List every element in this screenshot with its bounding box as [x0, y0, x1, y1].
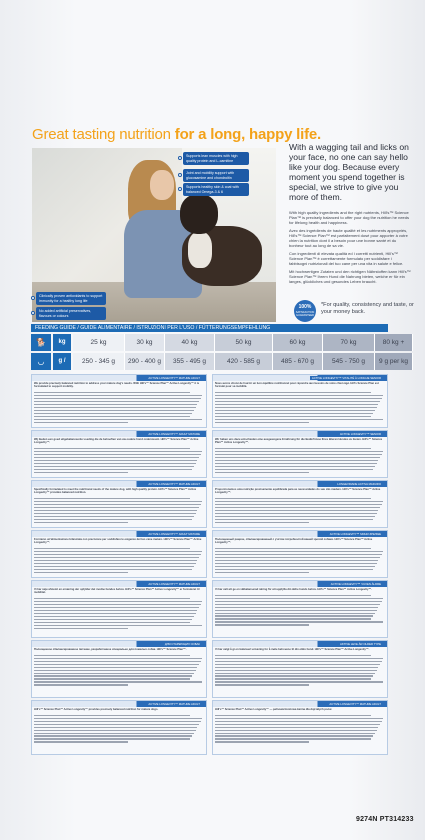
block-label: ACTIVE LONGEVITY™ MATURE ADULT [148, 702, 200, 706]
block-fine-print [213, 445, 387, 475]
dog-icon: 🐕 [31, 334, 51, 351]
block-label: ACTIVE LONGEVITY™ MATURE ADULT [148, 582, 200, 586]
block-intro: Полноценный рацион, сбалансированный с учётом потребностей вашей зрелой собаки. Hill's™ Science Plan™ Active Longevity™. [215, 538, 373, 545]
weight-cell-3: 50 kg [215, 334, 273, 351]
block-intro: Nous avons choisi de fournir un bon équilibre nutritionnel pour répondre aux besoins de votre chien âgé. Hill's Science Plan est formulé pour sa mobilité. [215, 382, 379, 389]
text-block-7 [212, 530, 388, 578]
amount-cell-0: 250 - 345 g [73, 353, 125, 370]
callout-antioxidants: Clinically proven antioxidants to support immunity for a healthy long life [36, 292, 106, 305]
weight-cell-0: 25 kg [73, 334, 125, 351]
guarantee-seal-icon: 100% SATISFACTION GUARANTEED [294, 300, 316, 322]
feeding-guide-title: FEEDING GUIDE / GUIDE ALIMENTAIRE / ISTRUZIONI PER L'USO / FÜTTERUNGSEMPFEHLUNG [31, 324, 388, 332]
block-label: ACTIVE LONGEVITY™ ADULT MATURE [148, 532, 200, 536]
block-fine-print [213, 652, 387, 688]
text-block-13 [212, 700, 388, 755]
text-block-2 [31, 430, 207, 478]
block-fine-print [32, 545, 206, 575]
block-label: ACTIVE LONGEVITY™ MATURE ADULT [148, 376, 200, 380]
callout-skin-coat: Supports healthy skin & coat with balanced Omega-3 & 6 [183, 183, 249, 196]
block-label: ACTIVE LONGEVITY™ MATURE ADULT [148, 482, 200, 486]
intro-multilingual: With high quality ingredients and the right nutrients, Hill's™ Science Plan™ is precisely balanced to offer your dog the nutrition he needs for lifelong health and happiness. Avec des ingrédients de haute qualité et les nutriments appropriés, Hill's™ Science Plan™ est parfaitement dosé pour apporter à votre chien la nutrition dont il a besoin pour une bonne santé et du bonheur tout au long de sa vie. Con ingredienti di elevata qualità ed i corretti nutrienti, Hill's™ Science Plan™ è correttamente formulato per soddisfare i fabbisogni nutrizionali del tuo cane per una vita in salute e felice. Mit hochwertigen Zutaten und den richtigen Nährstoffen kann Hill's™ Science Plan™ Ihrem Hund die Nahrung bieten, welche er für ein langes, glückliches und gesundes Leben braucht. [289, 210, 411, 284]
weight-cell-4: 60 kg [273, 334, 323, 351]
block-intro: Wij bieden een goed uitgebalanceerde voeding die de behoeften van uw oudere hond ondersteunt. Hill's™ Science Plan™ Active Longevity™. [34, 438, 199, 445]
batch-code: 9274N PT314233 [356, 816, 414, 823]
weight-unit: kg [53, 334, 71, 351]
text-block-9 [212, 580, 388, 638]
block-label: LONGEVIDADE ACTIVA MADURO [337, 482, 381, 486]
intro-text-en: With a wagging tail and licks on your face, no one can say hello like your dog. Because every moment you spend together is special, we strive to give you more of them. [289, 142, 409, 202]
guarantee-text: *For quality, consistency and taste, or your money back. [321, 302, 414, 315]
amount-cell-4: 485 - 670 g [273, 353, 323, 370]
block-fine-print [213, 545, 387, 575]
block-intro: Forniamo un'alimentazione bilanciata con precisione per soddisfare le esigenze del tuo cane maturo. Hill's™ Science Plan™ Active Longevity™. [34, 538, 202, 545]
weight-cell-6: 80 kg + [375, 334, 413, 351]
text-block-10 [31, 640, 207, 698]
block-intro: We provide precisely balanced nutrition to address your mature dog's needs. With Hill's™ Science Plan™ Active Longevity™ it is formulated to support mobility. [34, 382, 200, 389]
feeding-guide-table [31, 334, 408, 372]
block-label: ACTIVE LONGEVITY™ ADULT MATURE [148, 432, 200, 436]
block-fine-print [32, 389, 206, 425]
callout-joint-mobility: Joint and mobility support with glucosamine and chondroitin [183, 169, 249, 182]
block-fine-print [213, 389, 387, 425]
amount-cell-2: 355 - 495 g [165, 353, 215, 370]
block-fine-print [213, 592, 387, 628]
block-fine-print [32, 712, 206, 745]
block-label: AKTIVE LEVE ÅR OLDER TYPE [340, 642, 381, 646]
block-label: ACTIVE LONGEVITY™ SENIOR [339, 432, 381, 436]
block-fine-print [32, 652, 206, 688]
text-block-1 [212, 374, 388, 428]
block-intro: Vi har valt att ge en välbalanserad näring för att uppfylla din äldre hunds behov. Hill's™ Science Plan™ Active Longevity™. [215, 588, 372, 591]
text-block-12 [31, 700, 207, 755]
block-fine-print [213, 495, 387, 525]
block-label: ACTIVE LONGEVITY™ МИНИ ЗРЕЛЫЕ [329, 532, 381, 536]
text-block-3 [212, 430, 388, 478]
text-block-0 [31, 374, 207, 428]
block-intro: Specifically formulated to meet the nutritional needs of the mature dog, with high quality protein. Hill's™ Science Plan™ Active Longevity™ provides balanced nutrition. [34, 488, 197, 495]
block-label: ACTIVE LONGEVITY™ MATURE ADULT [329, 702, 381, 706]
text-block-6 [31, 530, 207, 578]
headline [32, 126, 372, 143]
block-label: ACTIVE LONGEVITY™ VITALITÉ À LONGUE SENIOR [311, 376, 381, 380]
text-block-4 [31, 480, 207, 528]
block-intro: Полноценное сбалансированное питание, разработанное специально для пожилых собак. Hill's™ Science Plan™. [34, 648, 187, 651]
block-intro: Vi har valgt å gi en balansert ernæring for å møte behovene til din eldre hund. Hill's™ Science Plan™ Active Longevity™. [215, 648, 370, 651]
satisfaction-guarantee [294, 300, 419, 322]
block-intro: Hill's™ Science Plan™ Active Longevity™ provides precisely balanced nutrition for mature dogs. [34, 708, 159, 711]
headline-part2: for a long, happy life. [170, 126, 322, 143]
block-fine-print [32, 445, 206, 475]
block-fine-print [213, 712, 387, 745]
block-fine-print [32, 595, 206, 631]
amount-cell-1: 290 - 400 g [125, 353, 165, 370]
block-intro: Vi har nøje afstemt en ernæring der opfylder det modne hundes behov. Hill's™ Science Plan™ Active Longevity™ er formuleret til mobilitet. [34, 588, 200, 595]
weight-cell-5: 70 kg [323, 334, 375, 351]
amount-cell-5: 545 - 750 g [323, 353, 375, 370]
text-block-11 [212, 640, 388, 698]
weight-row [73, 334, 413, 351]
block-label: ACTIVE LONGEVITY™ VUXEN ÄLDRE [330, 582, 381, 586]
block-fine-print [32, 495, 206, 525]
block-label: ДЛЯ СТАРЕЮЩИХ СОБАК [164, 642, 200, 646]
amount-cell-6: 9 g per kg [375, 353, 413, 370]
weight-cell-1: 30 kg [125, 334, 165, 351]
callout-no-preservatives: No added artificial preservatives, flavours or colours [36, 307, 106, 320]
weight-cell-2: 40 kg [165, 334, 215, 351]
block-intro: Hill's™ Science Plan™ Active Longevity™ — pełnowartościowa karma dla dojrzałych psów. [215, 708, 332, 711]
block-intro: Proporcionamos uma nutrição precisamente equilibrada para as necessidades do seu cão maduro. Hill's™ Science Plan™ Active Longevity™. [215, 488, 381, 495]
bowl-icon: ◡ [31, 353, 51, 370]
block-intro: Wir haben uns dazu entschieden eine ausgewogene Ernährung für die Bedürfnisse Ihres älteren Hundes zu bieten. Hill's™ Science Plan™ Active Longevity™. [215, 438, 383, 445]
text-block-5 [212, 480, 388, 528]
amount-row [73, 353, 413, 370]
amount-unit: g / [53, 353, 71, 370]
headline-part1: Great tasting nutrition [32, 126, 171, 143]
amount-cell-3: 420 - 585 g [215, 353, 273, 370]
callout-lean-muscle: Supports lean muscles with high quality protein and L-carnitine [183, 152, 249, 165]
text-block-8 [31, 580, 207, 638]
